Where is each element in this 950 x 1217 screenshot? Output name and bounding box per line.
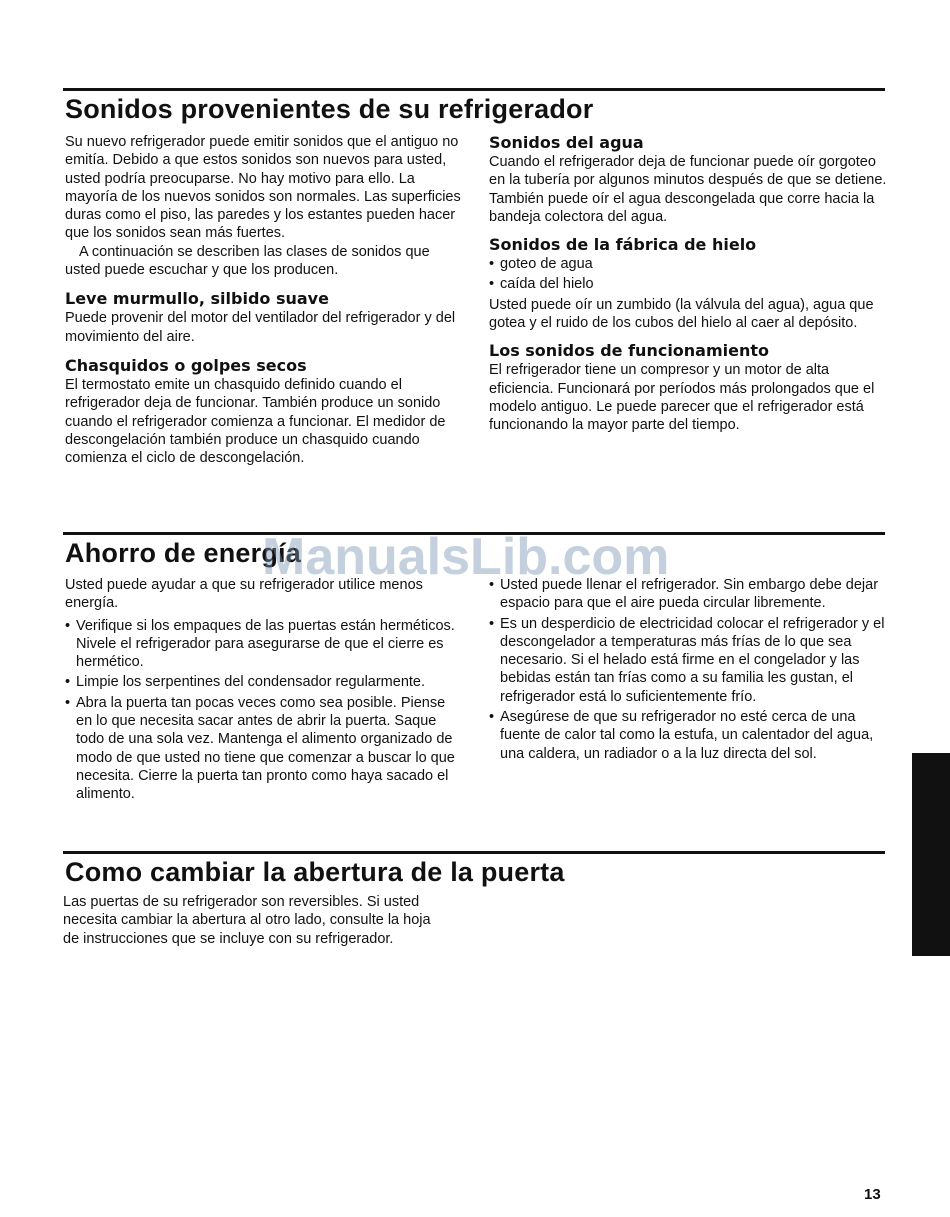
sonidos-left-column (65, 133, 465, 467)
leve-murmullo-text: Puede provenir del motor del ventilador del refrigerador y del movimiento del aire. (65, 310, 456, 345)
puerta-column (63, 893, 448, 948)
hielo-list (489, 255, 889, 294)
subheading-funcionamiento: Los sonidos de funcionamiento (489, 341, 770, 361)
agua-text: Cuando el refrigerador deja de funcionar puede oír gorgoteo en la tubería por algunos minutos después de que se detiene. También puede oír el agua descongelada que corre hacia la bandeja colectora del agua. (489, 154, 887, 225)
chasquidos-text: El termostato emite un chasquido definido cuando el refrigerador deja de funcionar. También produce un sonido cuando el refrigerador comienza a funcionar. El medidor de descongelación también produce un chasquido cuando comienza el ciclo de descongelación. (65, 376, 446, 467)
ahorro-left-column (65, 576, 465, 806)
list-item: • Asegúrese de que su refrigerador no esté cerca de una fuente de calor tal como la estufa, un calentador del agua, una caldera, un radiador o a la luz directa del sol. (489, 708, 889, 763)
subheading-fabrica-hielo: Sonidos de la fábrica de hielo (489, 235, 757, 255)
ahorro-right-column (489, 576, 889, 765)
ahorro-right-list (489, 576, 889, 763)
list-item: • Es un desperdicio de electricidad colocar el refrigerador y el descongelador a temperaturas más frías de lo que sea necesario. Si el helado está firme en el congelador y las bebidas están tan frías como a su familia les gustan, el refrigerador está lo suficientemente frío. (489, 615, 889, 706)
section-rule-ahorro (63, 532, 885, 535)
subheading-agua: Sonidos del agua (489, 133, 644, 152)
list-item: • goteo de agua (489, 255, 889, 273)
list-item: • Abra la puerta tan pocas veces como sea posible. Piense en lo que necesita sacar antes de abrir la puerta. Saque todo de una sola vez. Mantenga el alimento organizado de modo de que usted no tiene que comenzar a buscar lo que necesita. Cierre la puerta tan pronto como haya sacado el alimento. (65, 694, 465, 804)
ahorro-left-list (65, 617, 465, 804)
watermark-text: ManualsLib.com (262, 528, 670, 586)
heading-puerta: Como cambiar la abertura de la puerta (65, 857, 565, 887)
list-item: • Limpie los serpentines del condensador regularmente. (65, 673, 465, 691)
heading-sonidos: Sonidos provenientes de su refrigerador (65, 94, 594, 124)
funcionamiento-text: El refrigerador tiene un compresor y un motor de alta eficiencia. Funcionará por períodos más prolongados que el modelo antiguo. Le puede parecer que el refrigerador está funcionando la mayor parte del tiempo. (489, 362, 875, 434)
list-item: • Verifique si los empaques de las puertas están herméticos. Nivele el refrigerador para asegurarse de que el cierre es hermético. (65, 617, 465, 672)
list-item: • Usted puede llenar el refrigerador. Sin embargo debe dejar espacio para que el aire pueda circular libremente. (489, 576, 889, 613)
subheading-leve-murmullo: Leve murmullo, silbido suave (65, 289, 329, 309)
section-rule-sonidos (63, 88, 885, 91)
ahorro-intro: Usted puede ayudar a que su refrigerador utilice menos energía. (65, 577, 423, 612)
section-rule-puerta (63, 851, 885, 854)
heading-ahorro: Ahorro de energía (65, 538, 301, 568)
sonidos-intro-2: A continuación se describen las clases de sonidos que usted puede escuchar y que los producen. (65, 243, 430, 279)
hielo-text: Usted puede oír un zumbido (la válvula del agua), agua que gotea y el ruido de los cubos del hielo al caer al depósito. (489, 296, 874, 332)
list-item: • caída del hielo (489, 275, 889, 293)
subheading-chasquidos: Chasquidos o golpes secos (65, 355, 307, 375)
puerta-text: Las puertas de su refrigerador son reversibles. Si usted necesita cambiar la abertura al otro lado, consulte la hoja de instrucciones que se incluye con su refrigerador. (63, 894, 431, 947)
sonidos-right-column (489, 133, 889, 435)
page-number: 13 (864, 1186, 881, 1203)
sonidos-intro: Su nuevo refrigerador puede emitir sonidos que el antiguo no emitía. Debido a que estos sonidos son nuevos para usted, usted podría preocuparse. No hay motivo para ello. La mayoría de los nuevos sonidos son normales. Las superficies duras como el piso, las paredes y los estantes pueden hacer que los sonidos sean más fuertes. (65, 134, 461, 242)
section-tab-marker (912, 753, 950, 956)
